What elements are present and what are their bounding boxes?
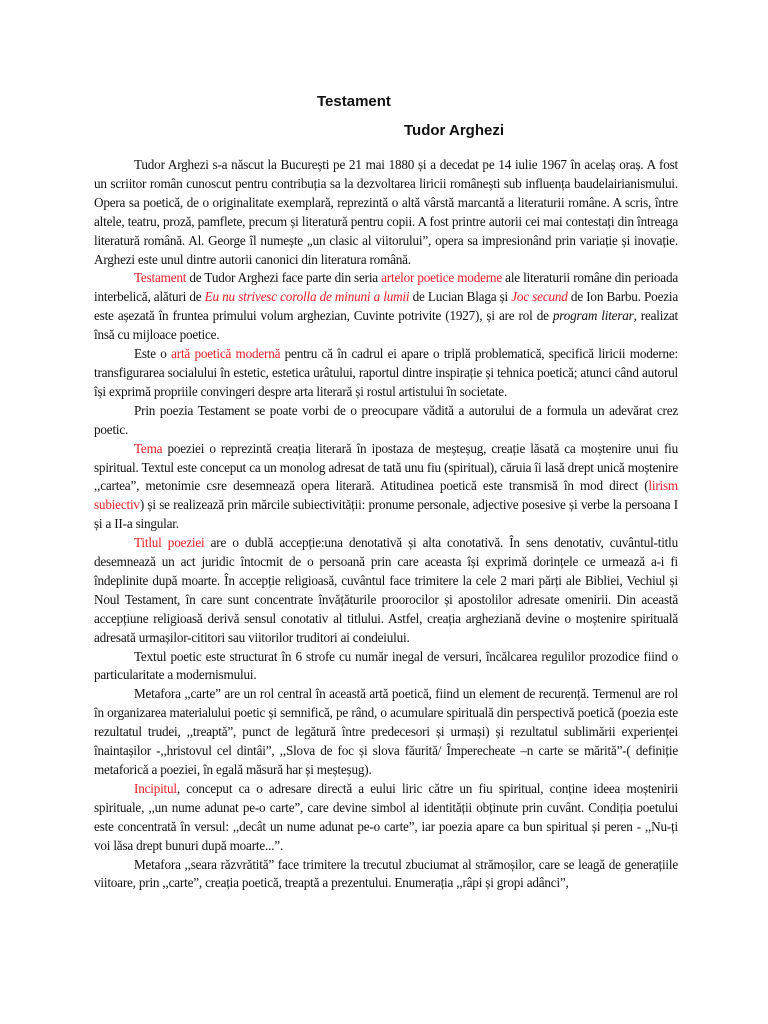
highlight-term: Incipitul	[134, 780, 177, 796]
highlight-term: artelor poetice moderne	[381, 270, 502, 286]
document-author: Tudor Arghezi	[404, 122, 504, 139]
highlight-title: Joc secund	[511, 289, 568, 305]
highlight-title: Eu nu strivesc corolla de minuni a lumii	[204, 289, 410, 305]
highlight-term: Testament	[134, 270, 187, 286]
italic-term: program literar	[552, 308, 634, 324]
text-run: poeziei o reprezintă creația literară în ipostaza de meșteșug, creație lăsată ca moștenire unui fiu spiritual. Textul este conceput ca un monolog adresat de tată unu fiu (spiritual), căruia îi lasă drept unică moștenire ,,cartea”, metonimie csre desemnează opera literară. Atitudinea poetică este transmisă în mod direct (	[94, 440, 678, 494]
text-run: Este o	[134, 346, 172, 362]
text-run: de Ion Barbu. Poezia este așezată în fruntea primului volum arghezian, Cuvinte potrivite (1927), și are rol de	[94, 289, 679, 324]
text-run: , realizat însă cu mijloace poetice.	[94, 308, 679, 343]
highlight-term: Titlul poeziei	[134, 535, 205, 551]
text-run: pentru că în cadrul ei apare o triplă problematică, specifică liricii moderne: transfigurarea socialului în estetic, estetica urâtului, raportul dintre inspirație și tehnica poetică; atunci când autorul își exprimă propriile convingeri despre arta literară și rostul artistului în societate.	[94, 346, 678, 399]
text-run: ) și se realizează prin mărcile subiectivității: pronume personale, adjective posesive și verbe la persoana I și a II-a singular.	[94, 497, 678, 532]
paragraph-literary-series	[94, 269, 678, 345]
paragraph-incipit	[94, 780, 678, 856]
paragraph-biography: Tudor Arghezi s-a născut la București pe 21 mai 1880 și a decedat pe 14 iulie 1967 în acelaș oraș. A fost un scriitor român cunoscut pentru contribuția sa la dezvoltarea liricii românești sub influența baudelairianismului. Opera sa poetică, de o originalitate exemplară, reprezintă o altă vârstă marcantă a literaturii române. A scris, între altele, teatru, proză, pamflete, precum și literatură pentru copii. A fost printre autorii cei mai contestați din întreaga literatură română. Al. George îl numește „un clasic al viitorului”, opera sa impresionând prin variație și inovație. Arghezi este unul dintre autorii canonici din literatura română.	[94, 157, 678, 267]
document-title: Testament	[317, 93, 391, 110]
highlight-term: artă poetică modernă	[171, 346, 281, 362]
paragraph-structure: Textul poetic este structurat în 6 strofe cu număr inegal de versuri, încălcarea regulilor prozodice fiind o particularitate a modernismului.	[94, 648, 678, 683]
paragraph-metaphor-seara: Metafora ,,seara răzvrătită” face trimitere la trecutul zbuciumat al strămoșilor, care se leagă de generațiile viitoare, prin ,,carte”, creația poetică, treaptă a prezentului. Enumerația ,,râpi și gropi adânci”,	[94, 856, 678, 891]
text-run: de Tudor Arghezi face parte din seria	[186, 270, 382, 286]
text-run: de Lucian Blaga și	[409, 289, 512, 305]
paragraph-crez-poetic: Prin poezia Testament se poate vorbi de o preocupare vădită a autorului de a formula un adevărat crez poetic.	[94, 402, 678, 437]
highlight-term: lirism subiectiv	[94, 478, 678, 513]
paragraph-modern-art	[94, 345, 678, 402]
paragraph-title-meaning	[94, 534, 678, 647]
text-run: ale literaturii române din perioada interbelică, alături de	[94, 270, 679, 305]
text-run: are o dublă accepție:una denotativă și alta conotativă. În sens denotativ, cuvântul-titlu desemnează un act juridic întocmit de o persoană prin care aceasta își exprimă dorințele ce urmează a-i fi îndeplinite după moarte. În accepție religioasă, cuvântul face trimitere la cele 2 mari părți ale Bibliei, Vechiul și Noul Testament, în care sunt concentrate învățăturile proorocilor și apostolilor adresate omenirii. Din această accepțiune religioasă derivă sensul conotativ al titlului. Astfel, creația argheziană devine o moștenire spirituală adresată urmașilor-cititori sau viitorilor truditori ai condeiului.	[94, 535, 678, 645]
highlight-term: Tema	[134, 440, 163, 456]
text-run: , conceput ca o adresare directă a eului liric către un fiu spiritual, conține ideea moștenirii spirituale, ,,un nume adunat pe-o carte”, care devine simbol al identității obținute prin cuvânt. Condiția poetului este concentrată în versul: ,,decât un nume adunat pe-o carte”, iar poezia apare ca bun spiritual și peren - ,,Nu-ți voi lăsa drept bunuri după moarte...”.	[94, 780, 678, 853]
paragraph-theme	[94, 440, 678, 535]
document-body	[94, 156, 678, 893]
paragraph-metaphor-carte: Metafora ,,carte” are un rol central în această artă poetică, fiind un element de recurență. Termenul are rol în organizarea materialului poetic și semnifică, pe rând, o acumulare spirituală din perspectivă poetică (poezia este rezultatul trudei, ,,treaptă”, punct de legătură între predecesori și urmași) și rezultatul sublimării experienței înaintașilor -,,hristovul cel dintâi”, ,,Slova de foc și slova făurită/ Împerecheate –n carte se mărită”-( definiție metaforică a poeziei, în egală măsură har și meșteșug).	[94, 686, 678, 777]
